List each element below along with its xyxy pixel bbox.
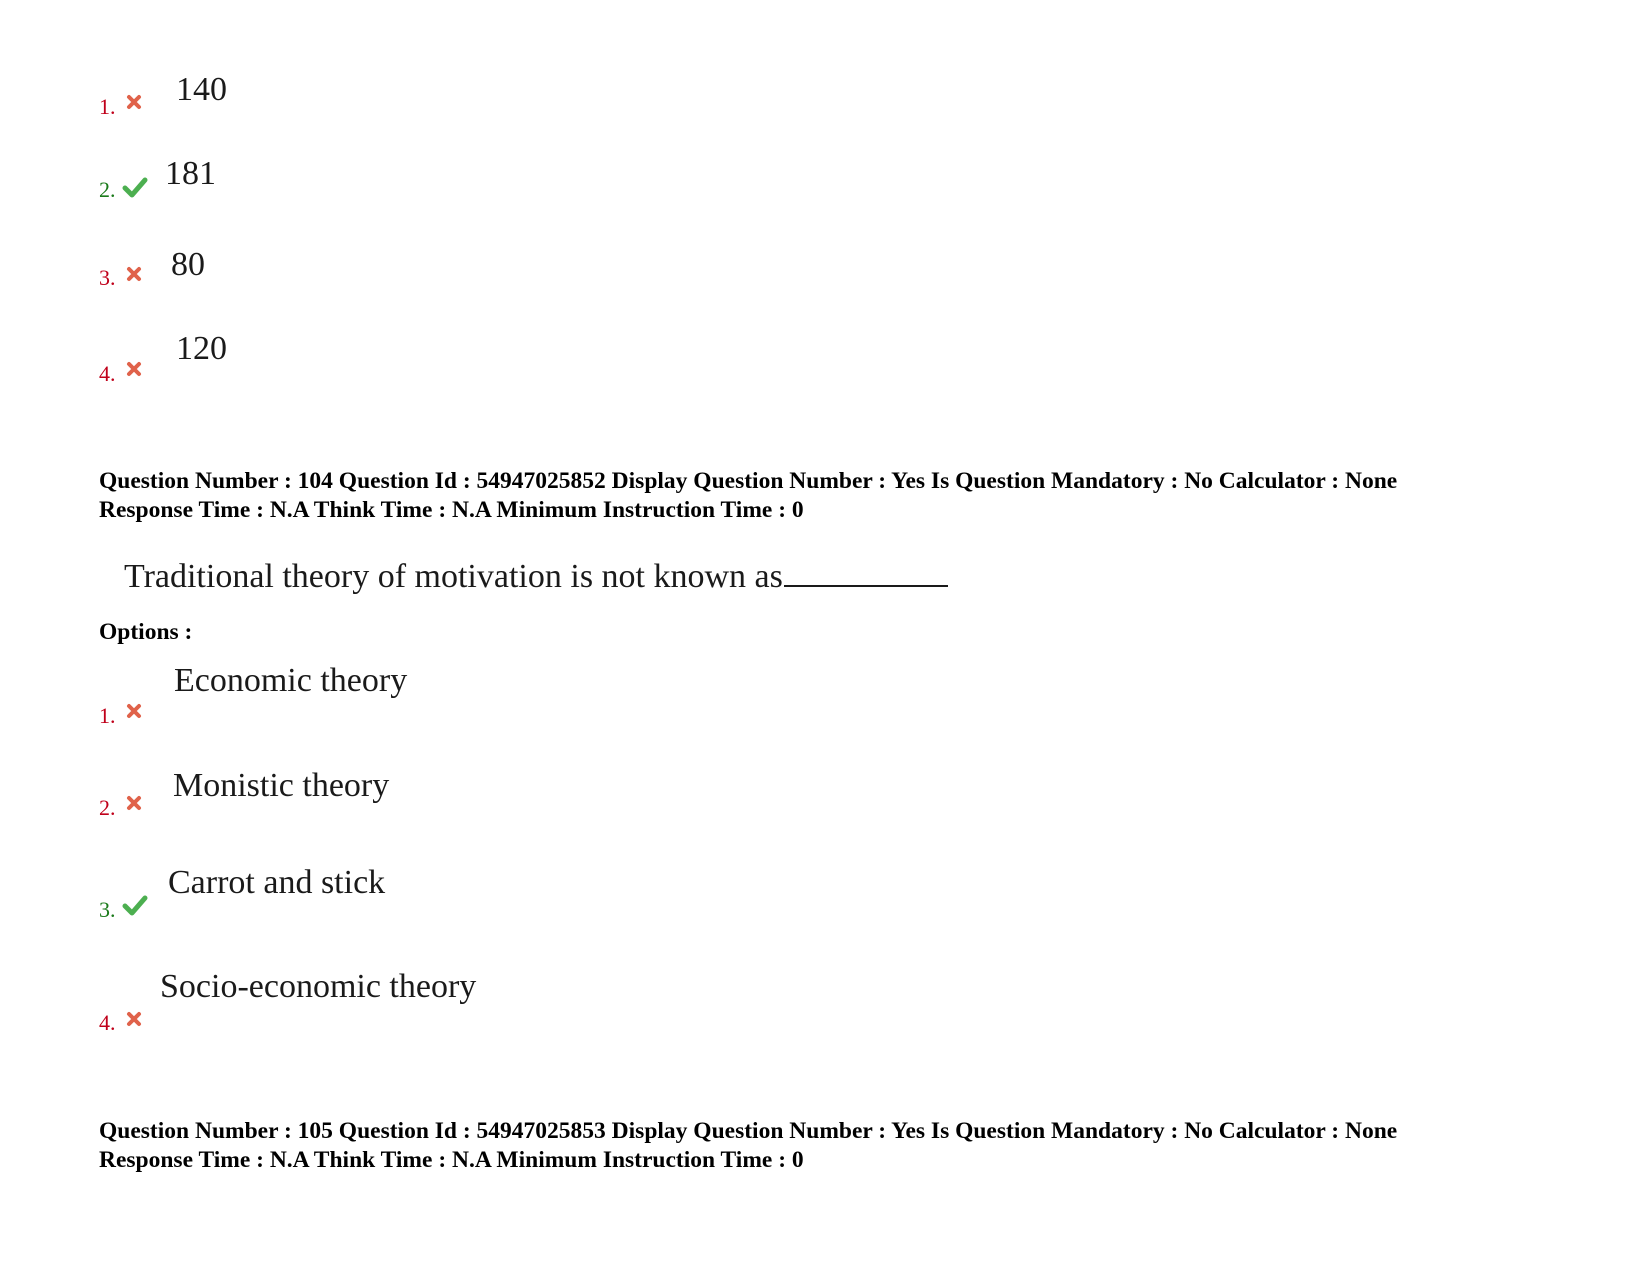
question-meta-line-2: Response Time : N.A Think Time : N.A Minimum Instruction Time : 0 — [99, 1147, 804, 1173]
question-105-meta — [99, 1117, 1397, 1175]
question-text: Traditional theory of motivation is not known as — [124, 558, 783, 595]
option-text: 80 — [171, 246, 205, 283]
question-104-meta — [99, 467, 1397, 525]
question-meta-line-1: Question Number : 105 Question Id : 54947025853 Display Question Number : Yes Is Question Mandatory : No Calculator : None — [99, 1118, 1398, 1144]
option-text: 120 — [176, 330, 227, 367]
cross-icon — [126, 1011, 142, 1027]
option-text: Socio-economic theory — [160, 968, 477, 1005]
option-text: 140 — [176, 71, 227, 108]
question-meta-line-1: Question Number : 104 Question Id : 54947025852 Display Question Number : Yes Is Question Mandatory : No Calculator : None — [99, 468, 1398, 494]
option-number: 1. — [99, 703, 116, 728]
check-icon — [122, 894, 148, 916]
option-number: 2. — [99, 177, 116, 202]
option-number: 4. — [99, 361, 116, 386]
cross-icon — [126, 266, 142, 282]
option-text: Monistic theory — [173, 767, 390, 804]
option-text: Economic theory — [174, 662, 408, 699]
option-number: 1. — [99, 94, 116, 119]
option-number: 4. — [99, 1010, 116, 1035]
question-meta-line-2: Response Time : N.A Think Time : N.A Minimum Instruction Time : 0 — [99, 497, 804, 523]
question-104-text — [124, 555, 948, 594]
check-icon — [122, 176, 148, 198]
option-text: 181 — [165, 155, 216, 192]
option-number: 3. — [99, 265, 116, 290]
option-number: 2. — [99, 795, 116, 820]
cross-icon — [126, 361, 142, 377]
cross-icon — [126, 703, 142, 719]
answer-blank — [784, 555, 948, 587]
options-label: Options : — [99, 619, 193, 645]
option-text: Carrot and stick — [168, 864, 386, 901]
option-number: 3. — [99, 897, 116, 922]
cross-icon — [126, 94, 142, 110]
cross-icon — [126, 795, 142, 811]
